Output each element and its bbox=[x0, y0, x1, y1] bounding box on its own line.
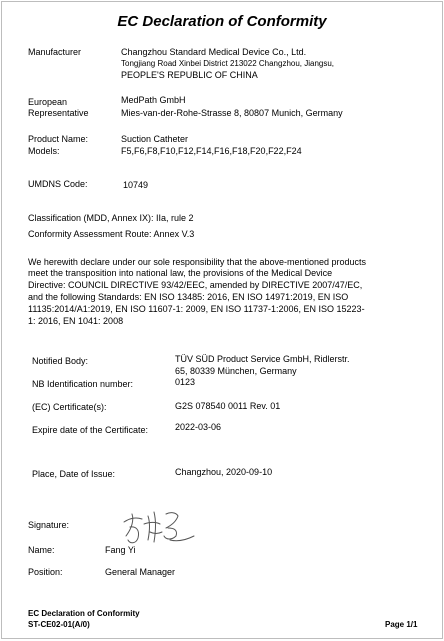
product-models: F5,F6,F8,F10,F12,F14,F16,F18,F20,F22,F24 bbox=[121, 146, 302, 156]
place-date-value: Changzhou, 2020-09-10 bbox=[175, 467, 273, 477]
footer-title: EC Declaration of Conformity bbox=[28, 609, 140, 618]
manufacturer-address-line1: Tongjiang Road Xinbei District 213022 Changzhou, Jiangsu, bbox=[121, 59, 335, 68]
position-value: General Manager bbox=[105, 567, 176, 577]
name-label: Name: bbox=[28, 545, 55, 555]
conformity-route: Conformity Assessment Route: Annex V.3 bbox=[28, 229, 195, 239]
declaration-line-3: Directive: COUNCIL DIRECTIVE 93/42/EEC, amended by DIRECTIVE 2007/47/EC, bbox=[28, 280, 363, 290]
representative-label-line1: European bbox=[28, 97, 68, 107]
representative-address: Mies-van-der-Rohe-Strasse 8, 80807 Munich, Germany bbox=[121, 108, 343, 118]
declaration-line-5: 11135:2014/A1:2019, EN ISO 11607-1: 2009, EN ISO 11737-1:2006, EN ISO 15223- bbox=[28, 304, 365, 314]
representative-label-line2: Representative bbox=[28, 108, 89, 118]
declaration-line-2: meet the transposition into national law, the provisions of the Medical Device bbox=[28, 268, 333, 278]
classification: Classification (MDD, Annex IX): IIa, rule 2 bbox=[28, 213, 194, 223]
nb-id-value: 0123 bbox=[175, 377, 196, 387]
notified-body-line1: TÜV SÜD Product Service GmbH, Ridlerstr. bbox=[175, 354, 350, 364]
page-title: EC Declaration of Conformity bbox=[117, 13, 327, 30]
manufacturer-label: Manufacturer bbox=[28, 47, 82, 57]
product-name: Suction Catheter bbox=[121, 134, 189, 144]
notified-body-line2: 65, 80339 München, Germany bbox=[175, 366, 297, 376]
models-label: Models: bbox=[28, 146, 60, 156]
signature-label: Signature: bbox=[28, 520, 70, 530]
position-label: Position: bbox=[28, 567, 63, 577]
place-date-label: Place, Date of Issue: bbox=[32, 469, 116, 479]
expire-value: 2022-03-06 bbox=[175, 422, 222, 432]
nb-id-label: NB Identification number: bbox=[32, 379, 134, 389]
manufacturer-address-line2: PEOPLE'S REPUBLIC OF CHINA bbox=[121, 70, 258, 80]
declaration-line-6: 1: 2016, EN 1041: 2008 bbox=[28, 316, 124, 326]
declaration-document bbox=[1, 1, 443, 639]
declaration-line-1: We herewith declare under our sole responsibility that the above-mentioned products bbox=[28, 257, 367, 267]
name-value: Fang Yi bbox=[105, 545, 136, 555]
footer-page-number: Page 1/1 bbox=[385, 620, 418, 629]
representative-name: MedPath GmbH bbox=[121, 95, 186, 105]
product-name-label: Product Name: bbox=[28, 134, 89, 144]
umdns-value: 10749 bbox=[123, 180, 149, 190]
declaration-line-4: and the following Standards: EN ISO 13485: 2016, EN ISO 14971:2019, EN ISO bbox=[28, 292, 349, 302]
handwritten-signature bbox=[120, 500, 200, 550]
expire-label: Expire date of the Certificate: bbox=[32, 425, 149, 435]
footer-code: ST-CE02-01(A/0) bbox=[28, 620, 90, 629]
umdns-label: UMDNS Code: bbox=[28, 179, 88, 189]
certificate-value: G2S 078540 0011 Rev. 01 bbox=[175, 401, 281, 411]
certificate-label: (EC) Certificate(s): bbox=[32, 402, 107, 412]
manufacturer-name: Changzhou Standard Medical Device Co., Ltd. bbox=[121, 47, 307, 57]
notified-body-label: Notified Body: bbox=[32, 356, 89, 366]
